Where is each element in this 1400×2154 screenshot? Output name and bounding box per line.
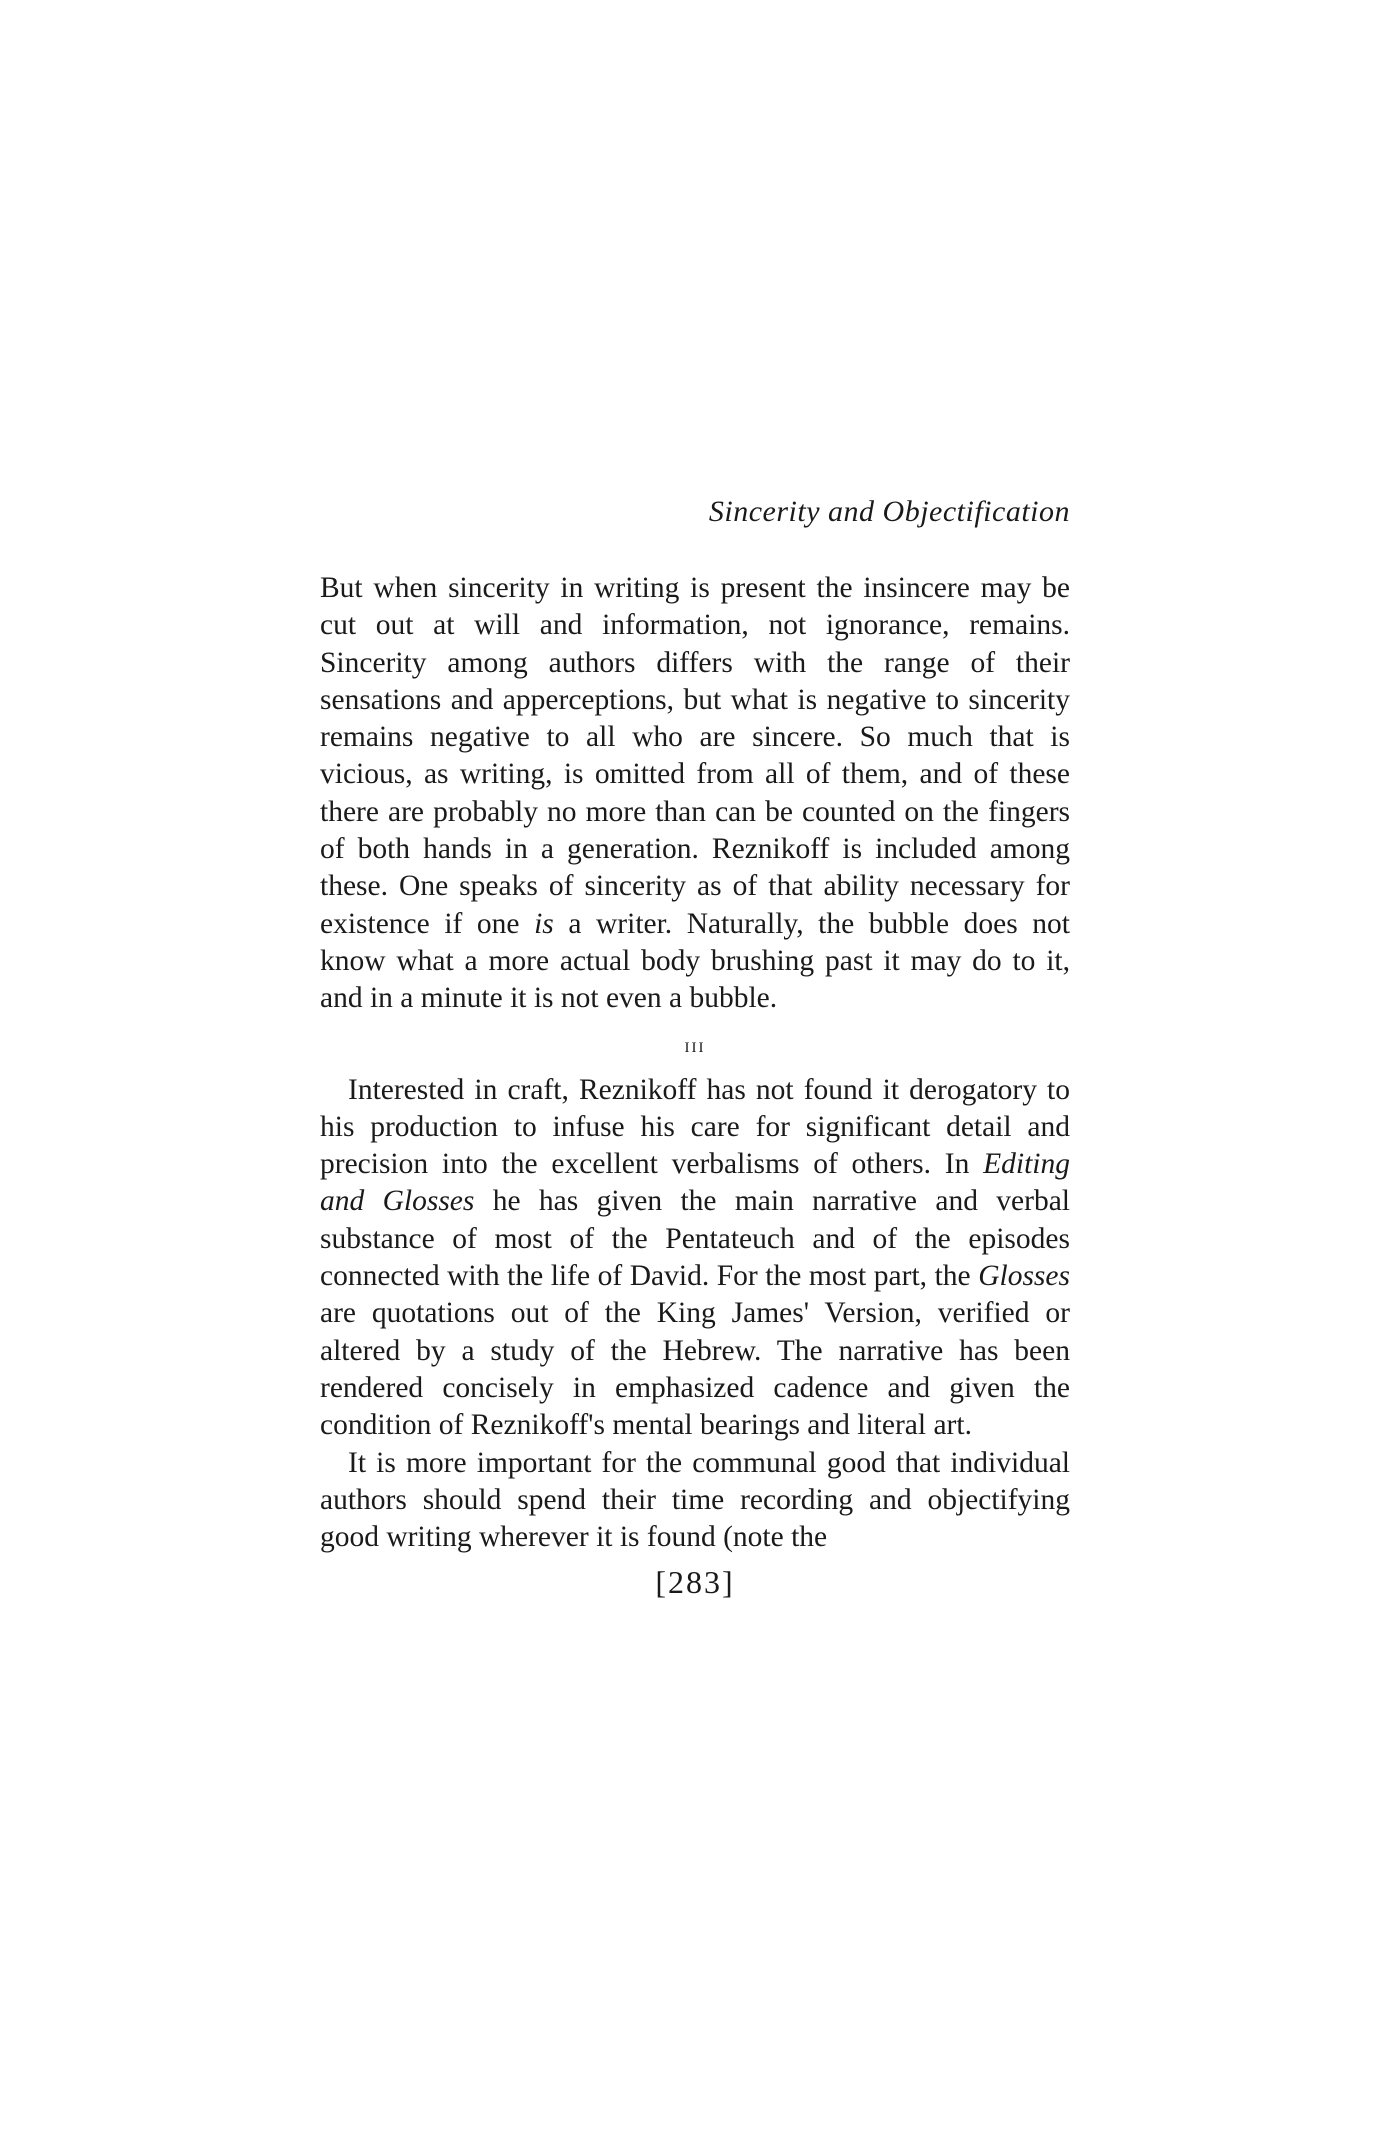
running-head: Sincerity and Objectification	[708, 495, 1070, 528]
body-paragraph-3: It is more important for the communal good that individual authors should spend their time recording and objectifying good writing wherever it is found (note the	[320, 1446, 1070, 1554]
page	[320, 492, 1070, 1602]
section-number: iii	[684, 1031, 706, 1057]
body-paragraph-2: Interested in craft, Reznikoff has not found it derogatory to his production to infuse his care for significant detail and precision into the excellent verbalisms of others. In Editing and Glosses he has given the main narrative and verbal substance of most of the Pentateuch and of the episodes connected with the life of David. For the most part, the Glosses are quotations out of the King James' Version, verified or altered by a study of the Hebrew. The narrative has been rendered concisely in emphasized cadence and given the condition of Reznikoff's mental bearings and literal art.	[320, 1073, 1070, 1442]
body-paragraph-1: But when sincerity in writing is present the insincere may be cut out at will and information, not ignorance, remains. Sincerity among authors differs with the range of their sensations and apperceptions, but what is negative to sincerity remains negative to all who are sincere. So much that is vicious, as writing, is omitted from all of them, and of these there are probably no more than can be counted on the fingers of both hands in a generation. Reznikoff is included among these. One speaks of sincerity as of that ability necessary for existence if one is a writer. Naturally, the bubble does not know what a more actual body brushing past it may do to it, and in a minute it is not even a bubble.	[320, 572, 1070, 1015]
page-number: [283]	[655, 1564, 735, 1601]
